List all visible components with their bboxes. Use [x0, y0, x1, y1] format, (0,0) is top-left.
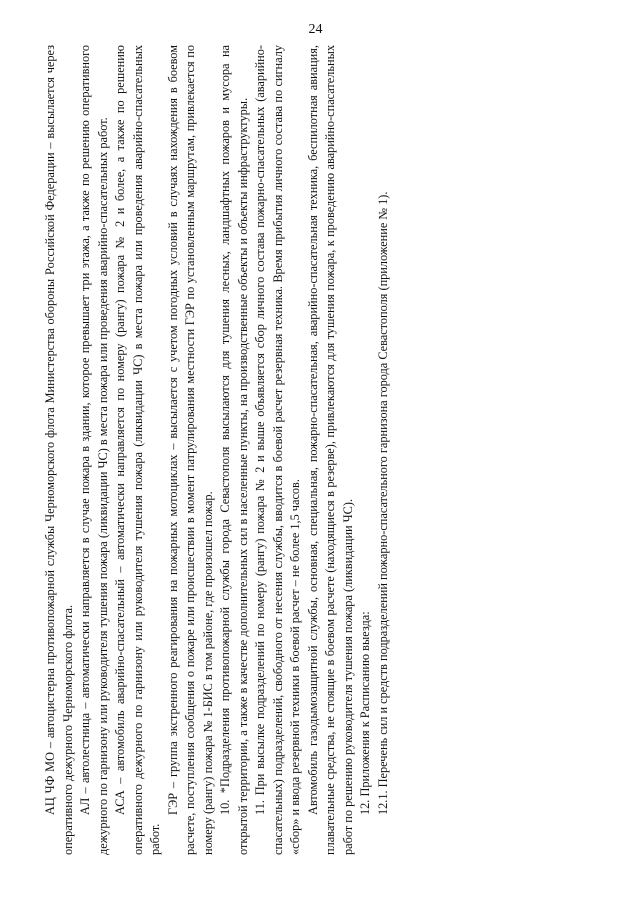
paragraph-11: 11. При высылке подразделений по номеру (рангу) пожара № 2 и выше объявляется сбор личного состава пожарно-спасательных (аварийно-спасательных) подразделений, свободного от несения службы, вводится в боевой расчет резервная техника. Время прибытия личного состава по сигналу «сбор» и ввода резервной техники в боевой расчет – не более 1,5 часов. — [253, 45, 302, 855]
paragraph-gdzs: Автомобиль газодымозащитной службы, основная, специальная, пожарно-спасательная, аварийно-спасательная техника, беспилотная авиация, плавательные средства, не стоящие в боевом расчете (находящиеся в резерве), привлекаются для тушения пожара, к проведению аварийно-спасательных работ по решению руководителя тушения пожара (ликвидации ЧС). — [305, 45, 355, 855]
paragraph-al: АЛ – автолестница – автоматически направляется в случае пожара в здании, которое превышает три этажа, а также по решению оперативного дежурного по гарнизону или руководителя тушения пожара (ликвидации ЧС) в места пожара или проведения аварийно-спасательных работ. — [78, 45, 110, 855]
paragraph-10: 10. *Подразделения противопожарной службы города Севастополя высылаются для тушения лесных, ландшафтных пожаров и мусора на открытой территории, а также в качестве дополнительных сил в населенные пункты, на производственные объекты и объекты инфраструктуры. — [218, 45, 250, 855]
paragraph-ger: ГЭР – группа экстренного реагирования на пожарных мотоциклах – высылается с учетом погодных условий в случаях нахождения в боевом расчете, поступления сообщения о пожаре или происшествии в момент патрулирования местности ГЭР по установленным маршрутам, привлекается по номеру (рангу) пожара № 1-БИС в том районе, где произошел пожар. — [165, 45, 215, 855]
paragraph-asa: АСА – автомобиль аварийно-спасательный – автоматически направляется по номеру (рангу) пожара № 2 и более, а также по решению оперативного дежурного по гарнизону или руководителя тушения пожара (ликвидации ЧС) в места пожара или проведения аварийно-спасательных работ. — [113, 45, 162, 855]
paragraph-12-1: 12.1. Перечень сил и средств подразделений пожарно-спасательного гарнизона города Севастополя (приложение № 1). — [375, 191, 390, 815]
paragraph-ac-chf-mo: АЦ ЧФ МО – автоцистерна противопожарной службы Черноморского флота Министерства обороны Российской Федерации – высылается через оперативного дежурного Черноморского флота. — [43, 45, 75, 855]
paragraph-12: 12. Приложения к Расписанию выезда: — [358, 611, 372, 815]
page-number: 24 — [308, 22, 323, 37]
rotated-document-body — [42, 45, 582, 855]
